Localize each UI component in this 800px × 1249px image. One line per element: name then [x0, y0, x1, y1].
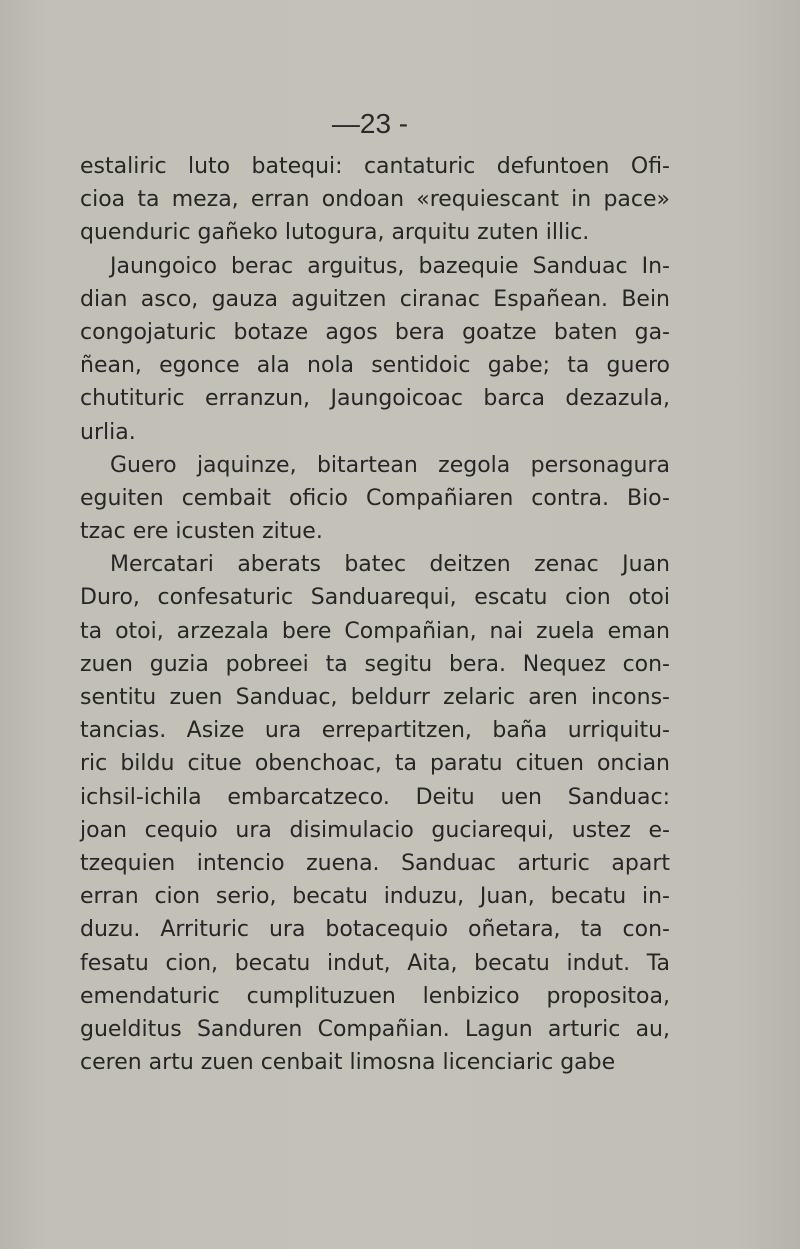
text-line: tzequien intencio zuena. Sanduac arturic apart	[80, 850, 670, 876]
text-line: Jaungoico berac arguitus, bazequie Sanduac In-	[110, 253, 670, 279]
text-line: guelditus Sanduren Compañian. Lagun arturic au,	[80, 1016, 670, 1042]
text-line: joan cequio ura disimulacio guciarequi, ustez e-	[80, 817, 670, 843]
text-line: eguiten cembait oficio Compañiaren contra. Bio-	[80, 485, 670, 511]
text-line: urlia.	[80, 419, 136, 445]
text-line: dian asco, gauza aguitzen ciranac Españean. Bein	[80, 286, 670, 312]
text-line: erran cion serio, becatu induzu, Juan, becatu in-	[80, 884, 670, 910]
text-line: congojaturic botaze agos bera goatze baten ga-	[80, 319, 670, 345]
text-line: estaliric luto batequi: cantaturic defuntoen Ofi-	[80, 154, 670, 179]
text-line: fesatu cion, becatu indut, Aita, becatu indut. Ta	[80, 950, 670, 976]
text-line: ric bildu citue obenchoac, ta paratu cituen oncian	[80, 751, 670, 777]
paragraph	[80, 548, 670, 1079]
text-line: tancias. Asize ura errepartitzen, baña urriquitu-	[80, 718, 670, 744]
text-line: Duro, confesaturic Sanduarequi, escatu cion otoi	[80, 585, 670, 611]
text-line: duzu. Arrituric ura botacequio oñetara, ta con-	[80, 917, 670, 943]
page-body-text	[80, 150, 670, 1079]
text-line: tzac ere icusten zitue.	[80, 519, 323, 545]
text-line: ñean, egonce ala nola sentidoic gabe; ta guero	[80, 353, 670, 379]
text-line: cioa ta meza, erran ondoan «requiescant in pace»	[80, 187, 670, 213]
text-line: emendaturic cumplituzuen lenbizico propositoa,	[80, 983, 670, 1009]
page-number: —23 -	[331, 108, 409, 139]
text-line: ta otoi, arzezala bere Compañian, nai zuela eman	[80, 618, 670, 644]
text-line: Mercatari aberats batec deitzen zenac Juan	[110, 552, 670, 578]
text-line: Guero jaquinze, bitartean zegola personagura	[110, 452, 670, 478]
text-line: ichsil-ichila embarcatzeco. Deitu uen Sanduac:	[80, 784, 670, 810]
paragraph	[80, 250, 670, 449]
paragraph	[80, 150, 670, 250]
text-line: chutituric erranzun, Jaungoicoac barca dezazula,	[80, 386, 670, 412]
text-line: ceren artu zuen cenbait limosna licenciaric gabe	[80, 1050, 616, 1076]
text-line: sentitu zuen Sanduac, beldurr zelaric aren incons-	[80, 685, 670, 710]
paragraph	[80, 449, 670, 549]
text-line: quenduric gañeko lutogura, arquitu zuten illic.	[80, 220, 590, 246]
text-line: zuen guzia pobreei ta segitu bera. Nequez con-	[80, 651, 670, 677]
